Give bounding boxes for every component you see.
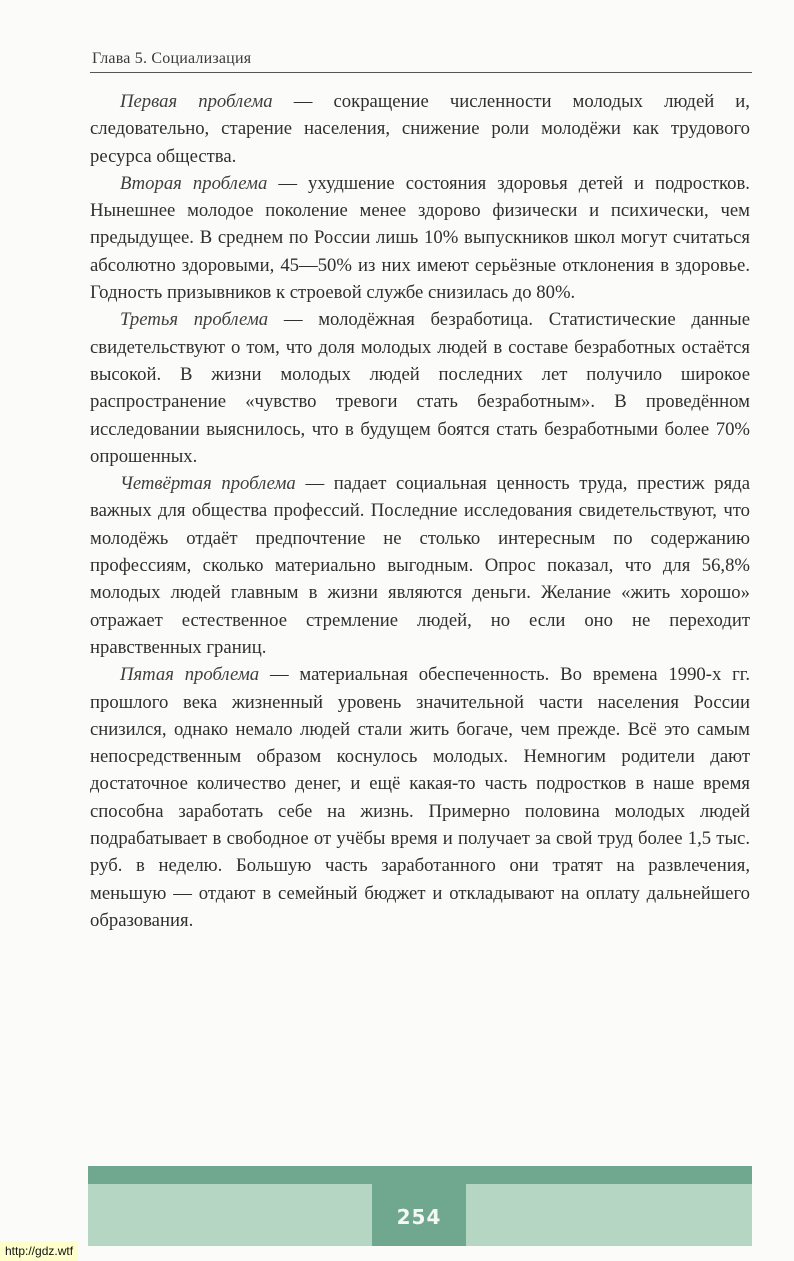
body-text <box>90 88 750 934</box>
running-header: Глава 5. Социализация <box>92 50 252 67</box>
page-number: 254 <box>396 1205 442 1229</box>
paragraph-problem-3 <box>90 306 750 470</box>
header-rule <box>90 72 752 73</box>
paragraph-body: — материальная обеспеченность. Во времена 1990-х гг. прошлого века жизненный уровень значительной части населения России снизился, однако немало людей стали жить богаче, чем прежде. Всё это самым непосредственным образом коснулось молодых. Немногим родители дают достаточное количество денег, и ещё какая-то часть подростков в наше время способна заработать себе на жизнь. Примерно половина молодых людей подрабатывает в свободное от учёбы время и получает за свой труд более 1,5 тыс. руб. в неделю. Большую часть заработанного они тратят на развлечения, меньшую — отдают в семейный бюджет и откладывают на оплату дальнейшего образования. <box>90 664 750 931</box>
paragraph-lead: Третья проблема <box>120 309 269 331</box>
footer-stripe <box>88 1166 752 1184</box>
paragraph-lead: Четвёртая проблема <box>120 473 296 495</box>
paragraph-body: — ухудшение состояния здоровья детей и подростков. Нынешнее молодое поколение менее здорово физически и психически, чем предыдущее. В среднем по России лишь 10% выпускников школ могут считаться абсолютно здоровыми, 45—50% из них имеют серьёзные отклонения в здоровье. Годность призывников к строевой службе снизилась до 80%. <box>90 172 750 304</box>
paragraph-lead: Первая проблема <box>120 91 273 112</box>
paragraph-body: — сокращение численности молодых людей и, следовательно, старение населения, снижение роли молодёжи как трудового ресурса общества. <box>90 91 750 167</box>
paragraph-lead: Вторая проблема <box>120 172 268 194</box>
paragraph-lead: Пятая проблема <box>120 664 260 686</box>
watermark-link[interactable]: http://gdz.wtf <box>0 1241 78 1261</box>
paragraph-problem-2 <box>90 170 750 306</box>
paragraph-body: — молодёжная безработица. Статистические данные свидетельствуют о том, что доля молодых людей в составе безработных остаётся высокой. В жизни молодых людей последних лет получило широкое распространение «чувство тревоги стать безработным». В проведённом исследовании выяснилось, что в будущем боятся стать безработными более 70% опрошенных. <box>90 309 750 467</box>
paragraph-body: — падает социальная ценность труда, престиж ряда важных для общества профессий. Последние исследования свидетельствуют, что молодёжь отдаёт предпочтение не столько интересным по содержанию профессиям, сколько материально выгодным. Опрос показал, что для 56,8% молодых людей главным в жизни являются деньги. Желание «жить хорошо» отражает естественное стремление людей, но если оно не переходит нравственных границ. <box>90 473 750 658</box>
paragraph-problem-5 <box>90 661 750 934</box>
paragraph-problem-4 <box>90 470 750 661</box>
paragraph-problem-1 <box>90 88 750 170</box>
